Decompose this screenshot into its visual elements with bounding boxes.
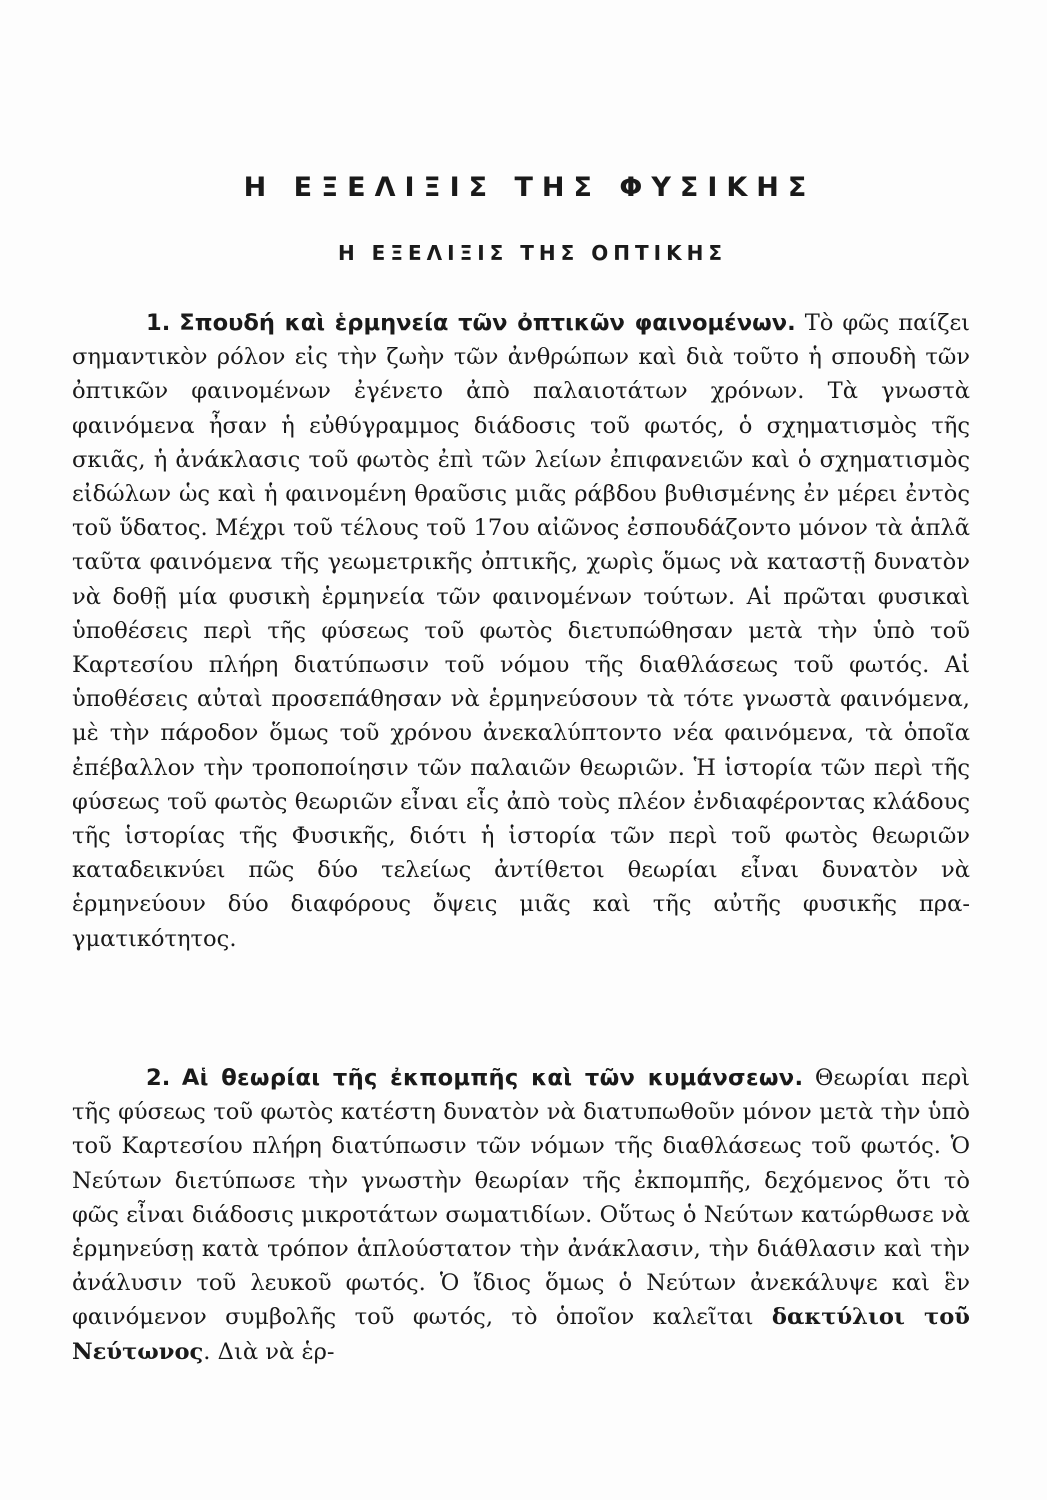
section-2-emphasis: δακτύλιοι τοῦ Νεύτωνος — [72, 1304, 970, 1365]
section-2-paragraph — [72, 1061, 970, 1369]
chapter-title: Η ΕΞΕΛΙΞΙΣ ΤΗΣ ΟΠΤΙΚΗΣ — [337, 241, 727, 265]
section-1-paragraph — [72, 306, 970, 956]
section-2-number: 2. — [146, 1065, 171, 1091]
section-1-number: 1. — [146, 310, 171, 336]
section-2-body: Θεωρίαι περὶ τῆς φύσεως τοῦ φωτὸς κατέστη δυνατὸν νὰ διατυπωθοῦν μόνον μετὰ τὴν ὑπὸ τοῦ Καρτεσίου πλήρη διατύπωσιν τῶν νόμων τῆς διαθλάσεως τοῦ φωτός. Ὁ Νεύτων διετύπωσε τὴν γνωστὴν θεωρίαν τῆς ἐκπομπῆς, δεχόμενος ὅτι τὸ φῶς εἶναι διάδοσις μικροτάτων σωματιδίων. Οὕτως ὁ Νεύτων κατώρθωσε νὰ ἑρμηνεύσῃ κατὰ τρόπον ἁπλούστατον τὴν ἀνάκλασιν, τὴν διάθλασιν καὶ τὴν ἀνάλυσιν τοῦ λευκοῦ φωτός. Ὁ ἴδιος ὅμως ὁ Νεύτων ἀνεκάλυψε καὶ ἓν φαινόμενον συμβολῆς τοῦ φωτός, τὸ ὁποῖον καλεῖται — [72, 1065, 971, 1331]
book-title: Η ΕΞΕΛΙΞΙΣ ΤΗΣ ΦΥΣΙΚΗΣ — [243, 172, 816, 203]
section-2-body-end: . Διὰ νὰ ἑρ- — [203, 1338, 335, 1365]
section-2-heading: Αἱ θεωρίαι τῆς ἐκπομπῆς καὶ τῶν κυμάνσεων. — [181, 1065, 804, 1091]
section-1-body: Τὸ φῶς παίζει σημαντικὸν ρόλον εἰς τὴν ζωὴν τῶν ἀνθρώπων καὶ διὰ τοῦτο ἡ σπουδὴ τῶν ὀπτικῶν φαινομένων ἐγένετο ἀπὸ παλαιοτάτων χρόνων. Τὰ γνωστὰ φαινόμενα ἦσαν ἡ εὐθύγραμμος διάδοσις τοῦ φωτός, ὁ σχηματισμὸς τῆς σκιᾶς, ἡ ἀνάκλασις τοῦ φωτὸς ἐπὶ τῶν λείων ἐπιφανειῶν καὶ ὁ σχηματισμὸς εἰδώλων ὡς καὶ ἡ φαινομένη θραῦσις μιᾶς ράβδου βυθισμένης ἐν μέρει ἐντὸς τοῦ ὕδατος. Μέχρι τοῦ τέλους τοῦ 17ου αἰῶνος ἐσπουδάζοντο μόνον τὰ ἁπλᾶ ταῦτα φαινόμενα τῆς γεωμετρικῆς ὀπτικῆς, χωρὶς ὅμως νὰ καταστῇ δυνατὸν νὰ δοθῇ μία φυσικὴ ἑρμηνεία τῶν φαινομένων τούτων. Αἱ πρῶται φυσικαὶ ὑποθέσεις περὶ τῆς φύσεως τοῦ φωτὸς διετυπώθησαν μετὰ τὴν ὑπὸ τοῦ Καρτεσίου πλήρη διατύπωσιν τοῦ νόμου τῆς διαθλάσεως τοῦ φωτός. Αἱ ὑποθέσεις αὐταὶ προσεπάθησαν νὰ ἑρμηνεύσουν τὰ τότε γνωστὰ φαινόμενα, μὲ τὴν πάροδον ὅμως τοῦ χρόνου ἀνεκαλύπτοντο νέα φαινόμενα, τὰ ὁποῖα ἐπέβαλλον τὴν τροποποίησιν τῶν παλαιῶν θεωριῶν. Ἡ ἱστορία τῶν περὶ τῆς φύσεως τοῦ φωτὸς θεωριῶν εἶναι εἷς ἀπὸ τοὺς πλέον ἐνδιαφέροντας κλάδους τῆς ἱστορίας τῆς Φυσικῆς, διότι ἡ ἱστορία τῶν περὶ τοῦ φωτὸς θεωριῶν καταδεικνύει πῶς δύο τελείως ἀντίθετοι θεωρίαι εἶναι δυνατὸν νὰ ἑρμηνεύουν δύο διαφόρους ὄψεις μιᾶς καὶ τῆς αὐτῆς φυσικῆς πραγματικότητος. — [72, 310, 971, 952]
section-1-heading: Σπουδή καὶ ἑρμηνεία τῶν ὀπτικῶν φαινομένων. — [179, 310, 796, 336]
